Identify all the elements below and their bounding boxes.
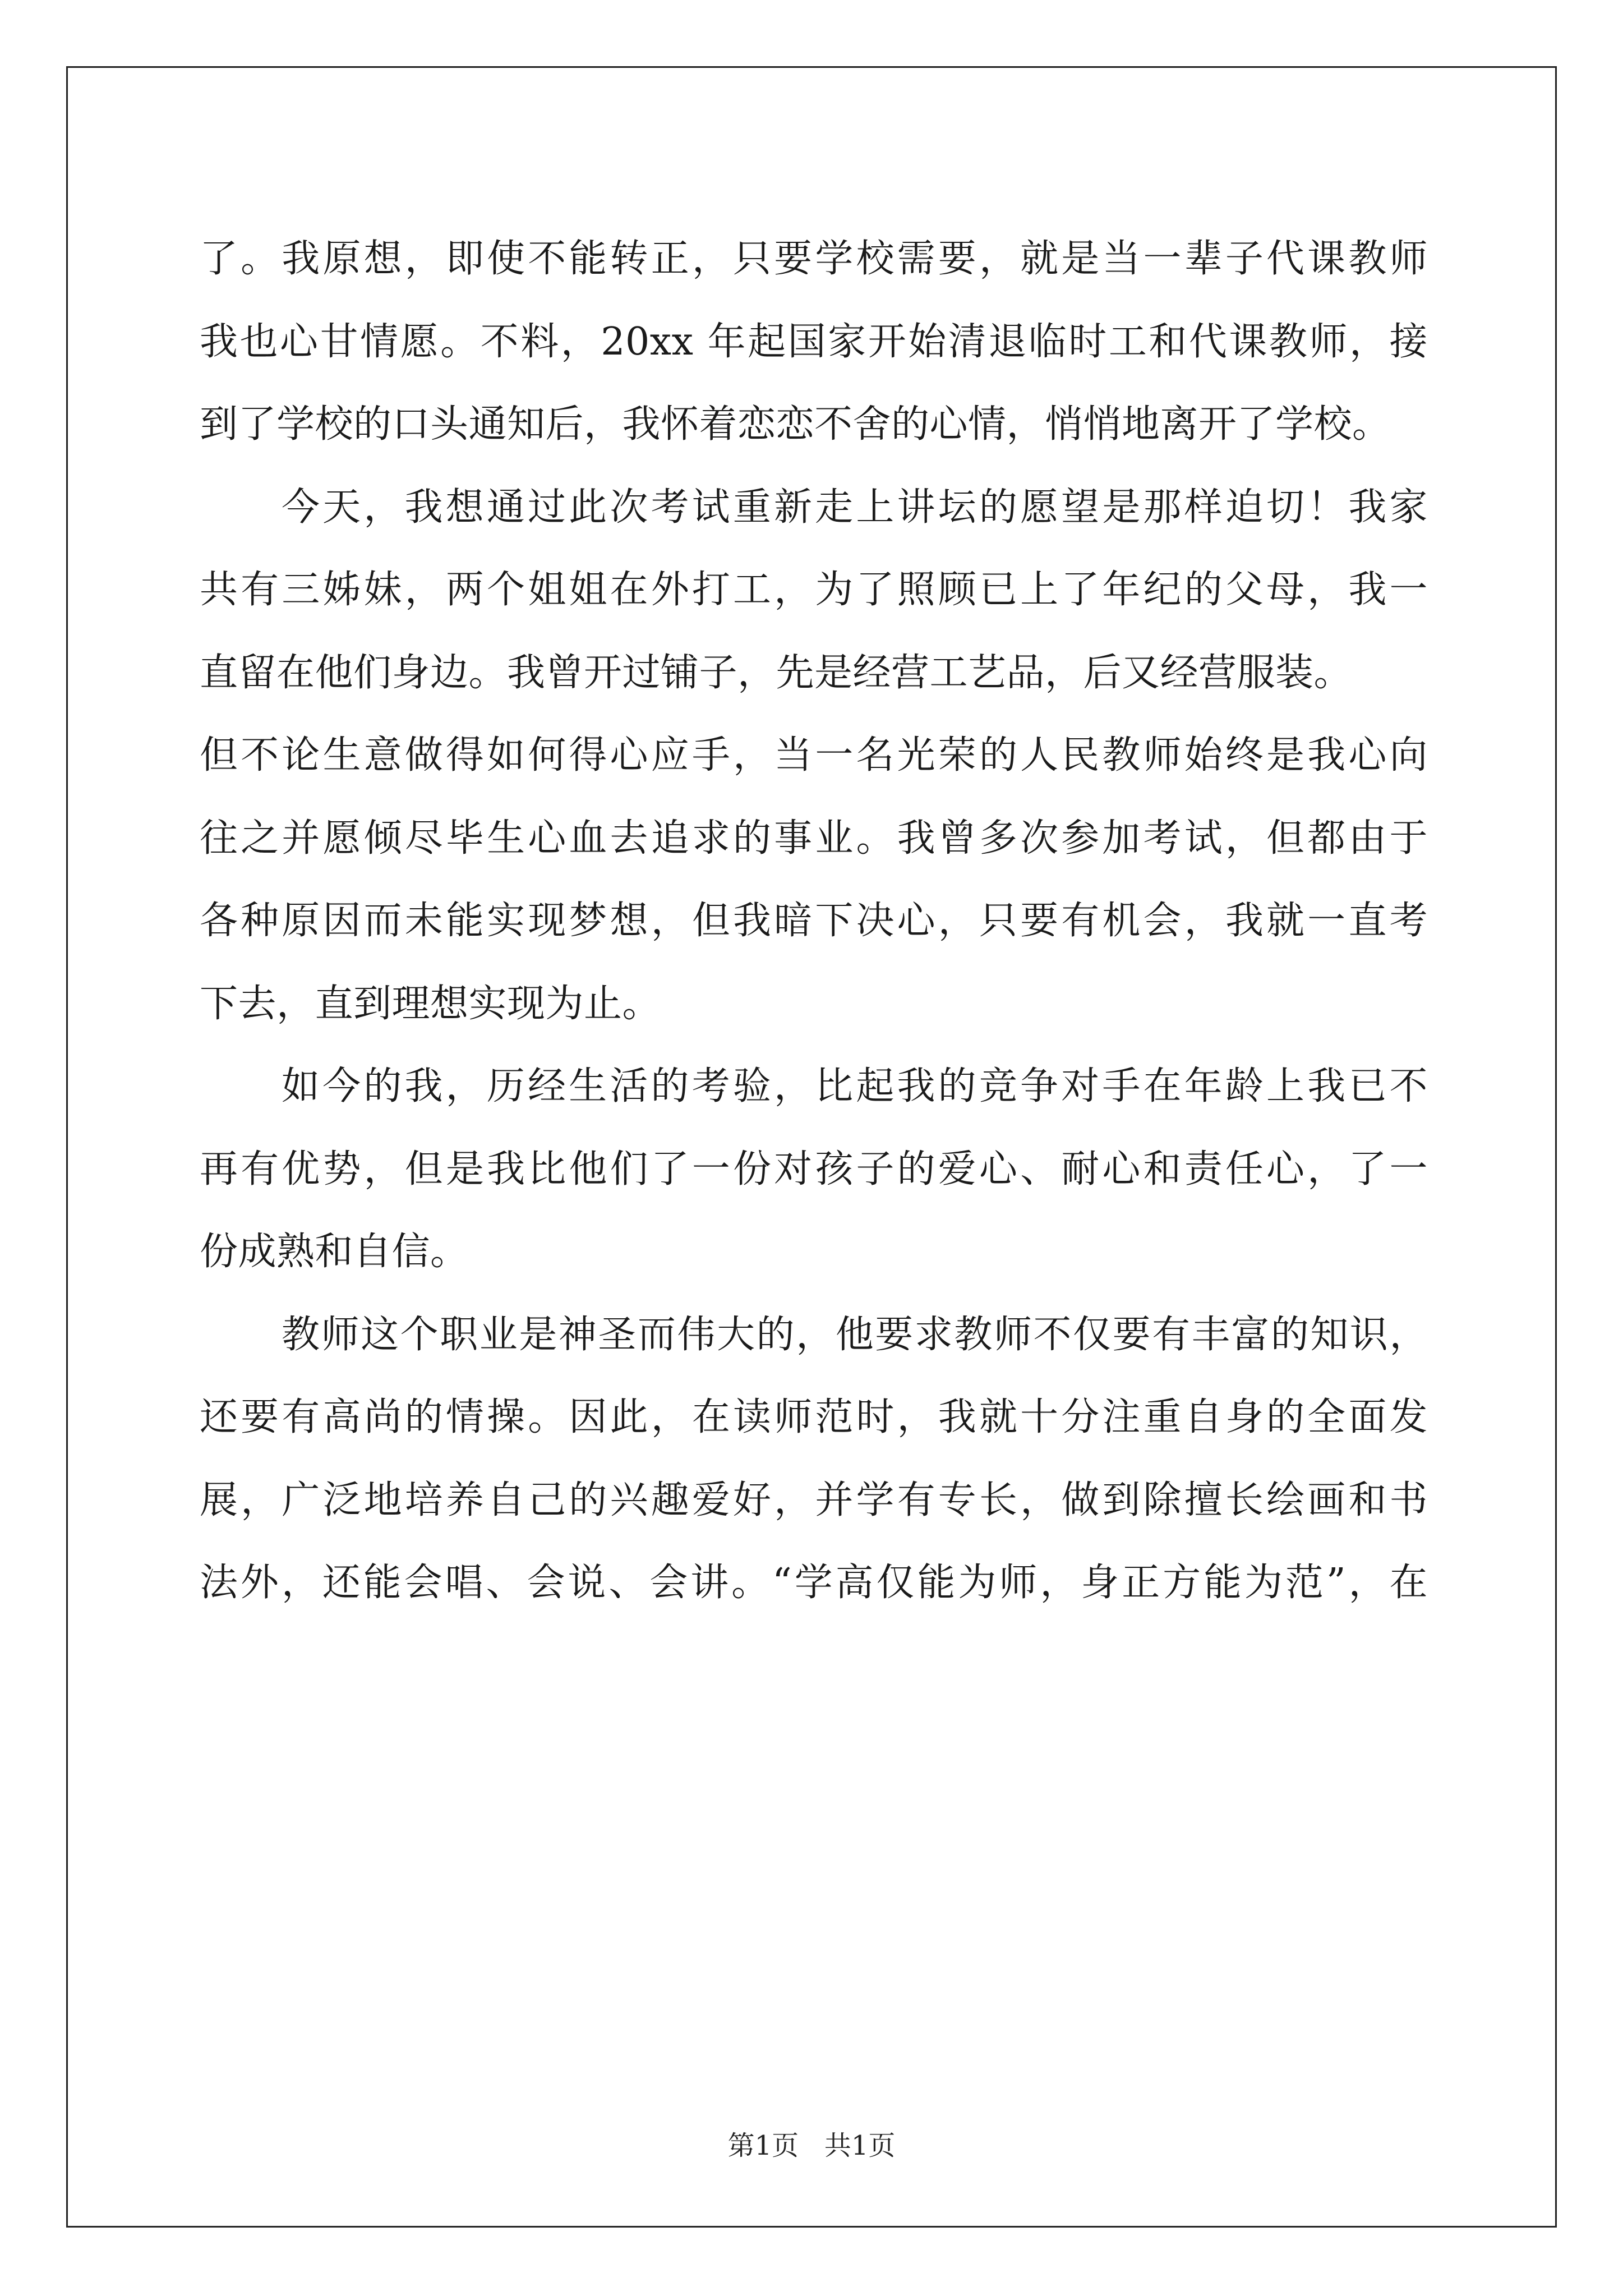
text-line: 了。我原想，即使不能转正，只要学校需要，就是当一辈子代课教师 [200, 237, 1428, 281]
text-line: 还要有高尚的情操。因此，在读师范时，我就十分注重自身的全面发 [200, 1395, 1428, 1439]
text-line: 今天，我想通过此次考试重新走上讲坛的愿望是那样迫切！我家 [282, 485, 1428, 530]
text-line: 再有优势，但是我比他们了一份对孩子的爱心、耐心和责任心，了一 [200, 1147, 1428, 1191]
text-line: 我也心甘情愿。不料，20xx 年起国家开始清退临时工和代课教师，接 [200, 319, 1428, 364]
document-body [200, 218, 1428, 1625]
text-line: 如今的我，历经生活的考验，比起我的竞争对手在年龄上我已不 [282, 1064, 1428, 1108]
text-line: 教师这个职业是神圣而伟大的，他要求教师不仅要有丰富的知识， [282, 1312, 1428, 1357]
text-line: 到了学校的口头通知后，我怀着恋恋不舍的心情，悄悄地离开了学校。 [200, 402, 1391, 447]
text-line: 共有三姊妹，两个姐姐在外打工，为了照顾已上了年纪的父母，我一 [200, 568, 1428, 612]
text-line: 展，广泛地培养自己的兴趣爱好，并学有专长，做到除擅长绘画和书 [200, 1478, 1428, 1522]
text-line: 法外，还能会唱、会说、会讲。“学高仅能为师，身正方能为范”，在 [200, 1561, 1428, 1605]
text-line: 但不论生意做得如何得心应手，当一名光荣的人民教师始终是我心向 [200, 733, 1428, 777]
text-line: 各种原因而未能实现梦想，但我暗下决心，只要有机会，我就一直考 [200, 899, 1428, 943]
page-number-footer: 第1页 共1页 [727, 2130, 896, 2161]
text-line: 下去，直到理想实现为止。 [200, 981, 661, 1026]
text-line: 直留在他们身边。我曾开过铺子，先是经营工艺品，后又经营服装。 [200, 650, 1353, 695]
text-line: 往之并愿倾尽毕生心血去追求的事业。我曾多次参加考试，但都由于 [200, 816, 1428, 861]
text-line: 份成熟和自信。 [200, 1230, 469, 1274]
